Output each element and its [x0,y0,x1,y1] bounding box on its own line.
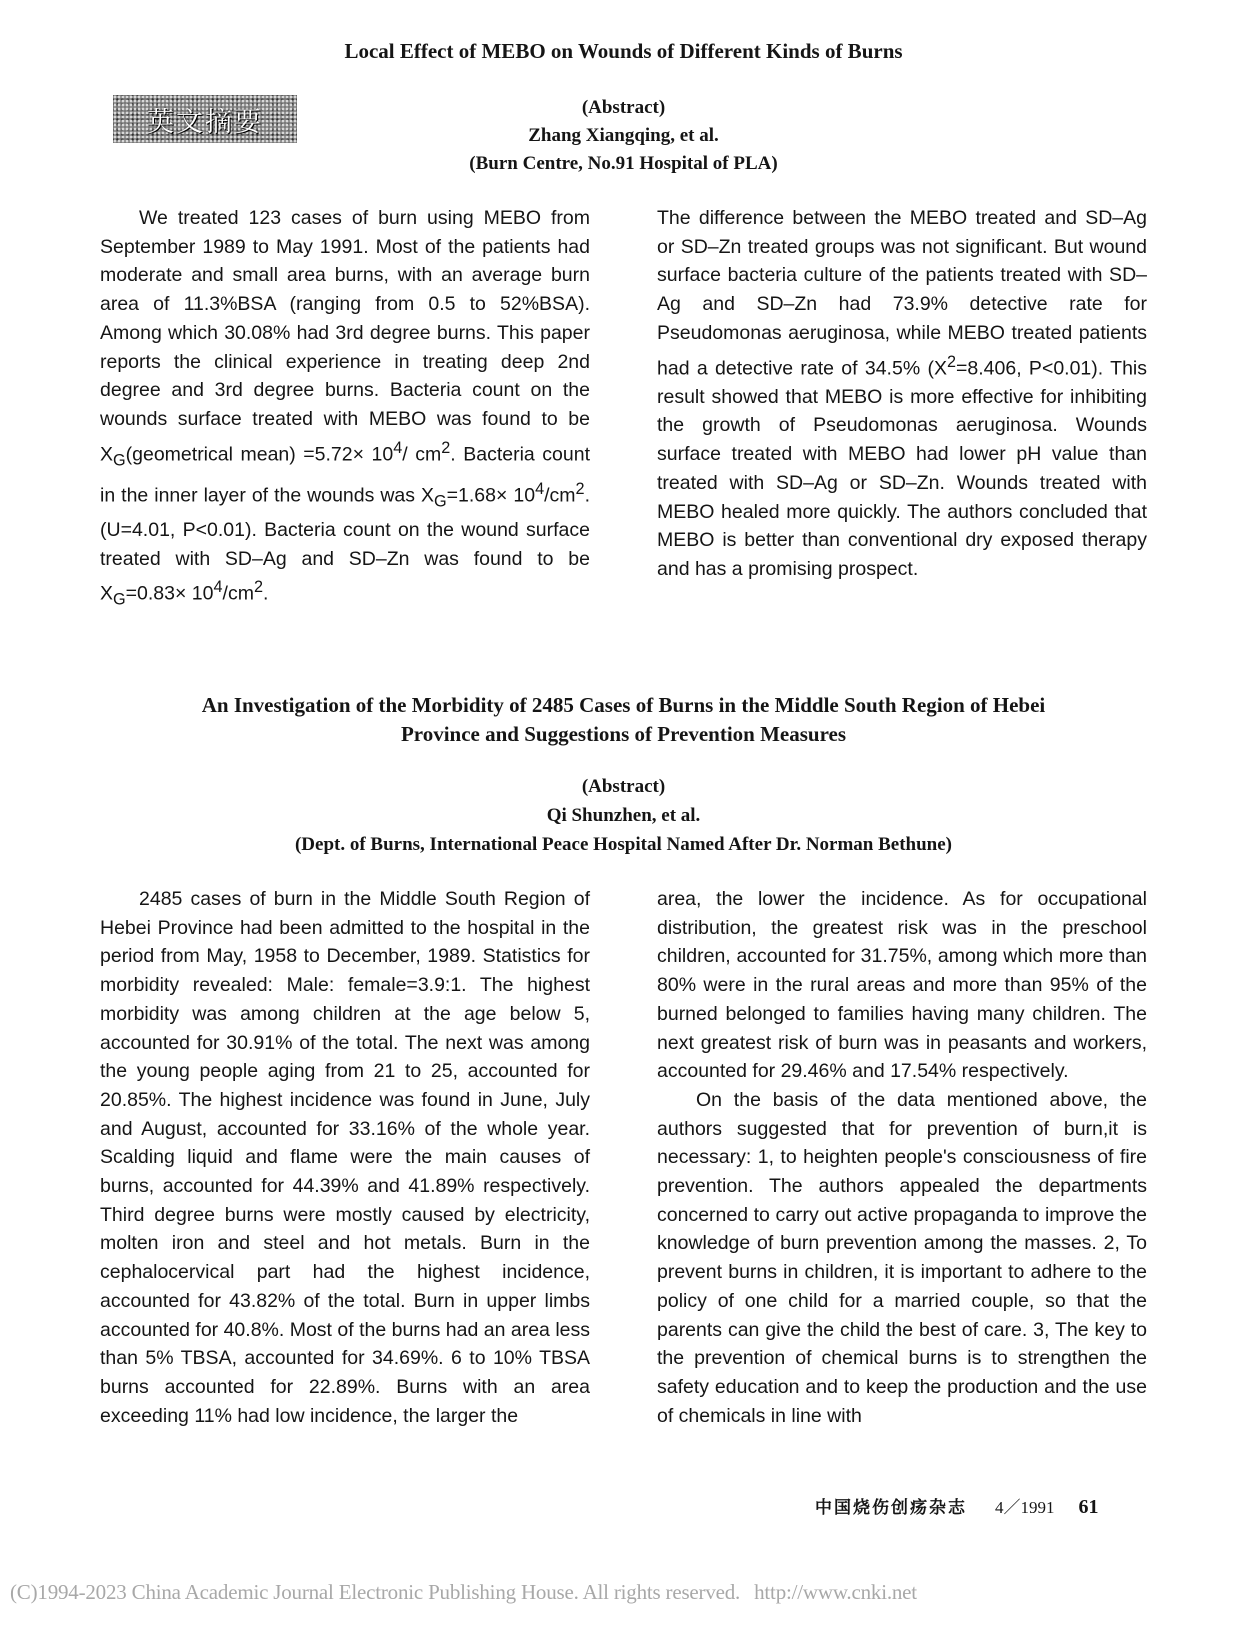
article1-title: Local Effect of MEBO on Wounds of Different Kinds of Burns [344,39,903,63]
article2-affiliation: (Dept. of Burns, International Peace Hospital Named After Dr. Norman Bethune) [294,834,953,855]
copyright-url: http://www.cnki.net [754,1580,917,1604]
page-number: 61 [1078,1496,1099,1518]
page-footer [815,1493,1099,1519]
article1-body-right: The difference between the MEBO treated and SD–Ag or SD–Zn treated groups was not significant. But wound surface bacteria culture of the patients treated with SD–Ag and SD–Zn had 73.9% detective rate for Pseudomonas aeruginosa, while MEBO treated patients had a detective rate of 34.5% ($X^2=8.406$, P<0.01). This result showed that MEBO is more effective for inhibiting the growth of Pseudomonas aeruginosa. Wounds surface treated with MEBO had lower pH value than treated with SD–Ag or SD–Zn. Wounds treated with MEBO healed more quickly. The authors concluded that MEBO is better than conventional dry exposed therapy and has a promising prospect. [657,207,1147,580]
copyright-notice [10,1580,917,1605]
article2-abstract-label: (Abstract) [581,776,666,797]
article1-body-left: We treated 123 cases of burn using MEBO from September 1989 to May 1991. Most of the patients had moderate and small area burns, with an average burn area of 11.3%BSA (ranging from 0.5 to 52%BSA). Among which 30.08% had 3rd degree burns. This paper reports the clinical experience in treating deep 2nd degree and 3rd degree burns. Bacteria count on the wounds surface treated with MEBO was found to be $X_G(geometrical$ mean) $=5.72\times 10^4/$ $cm^2$. Bacteria count in the inner layer of the wounds was $X_G=1.68\times 10^4/cm^2$. (U=4.01, P<0.01). Bacteria count on the wound surface treated with SD–Ag and SD–Zn was found to be $X_G=0.83\times 10^4/cm^2$. [100,207,590,609]
article1-affiliation: (Burn Centre, No.91 Hospital of PLA) [469,153,778,174]
copyright-text: (C)1994-2023 China Academic Journal Electronic Publishing House. All rights reserved. [10,1580,741,1604]
section-tag: 英文摘要 [113,95,297,143]
article2-title-line1: An Investigation of the Morbidity of 2485 Cases of Burns in the Middle South Region of Hebei [201,693,1046,717]
journal-name: 中国烧伤创疡杂志 [815,1498,967,1517]
article1-abstract-label: (Abstract) [581,97,666,118]
article2-title-line2: Province and Suggestions of Prevention Measures [400,722,847,746]
article2-authors: Qi Shunzhen, et al. [546,805,701,826]
article2-body-left: 2485 cases of burn in the Middle South Region of Hebei Province had been admitted to the hospital in the period from May, 1958 to December, 1989. Statistics for morbidity revealed: Male: female=3.9:1. The highest morbidity was among children at the age below 5, accounted for 30.91% of the total. The next was among the young people aging from 21 to 25, accounted for 20.85%. The highest incidence was found in June, July and August, accounted for 33.16% of the whole year. Scalding liquid and flame were the main causes of burns, accounted for 44.39% and 41.89% respectively. Third degree burns were mostly caused by electricity, molten iron and steel and hot metals. Burn in the cephalocervical part had the highest incidence, accounted for 43.82% of the total. Burn in upper limbs accounted for 40.8%. Most of the burns had an area less than 5% TBSA, accounted for 34.69%. 6 to 10% TBSA burns accounted for 22.89%. Burns with an area exceeding 11% had low incidence, the larger the [100,888,590,1427]
issue-number: 4／1991 [995,1498,1055,1517]
article1-authors: Zhang Xiangqing, et al. [528,125,719,146]
article2-body-right: area, the lower the incidence. As for occupational distribution, the greatest risk was in the preschool children, accounted for 31.75%, among which more than 80% were in the rural areas and more than 95% of the burned belonged to families having many children. The next greatest risk of burn was in peasants and workers, accounted for 29.46% and 17.54% respectively. On the basis of the data mentioned above, the authors suggested that for prevention of burn,it is necessary: 1, to heighten people's consciousness of fire prevention. The authors appealed the departments concerned to carry out active propaganda to improve the knowledge of burn prevention among the masses. 2, To prevent burns in children, it is important to adhere to the policy of one child for a married couple, so that the parents can give the child the best of care. 3, The key to the prevention of chemical burns is to strengthen the safety education and to keep the production and the use of chemicals in line with [657,888,1147,1427]
